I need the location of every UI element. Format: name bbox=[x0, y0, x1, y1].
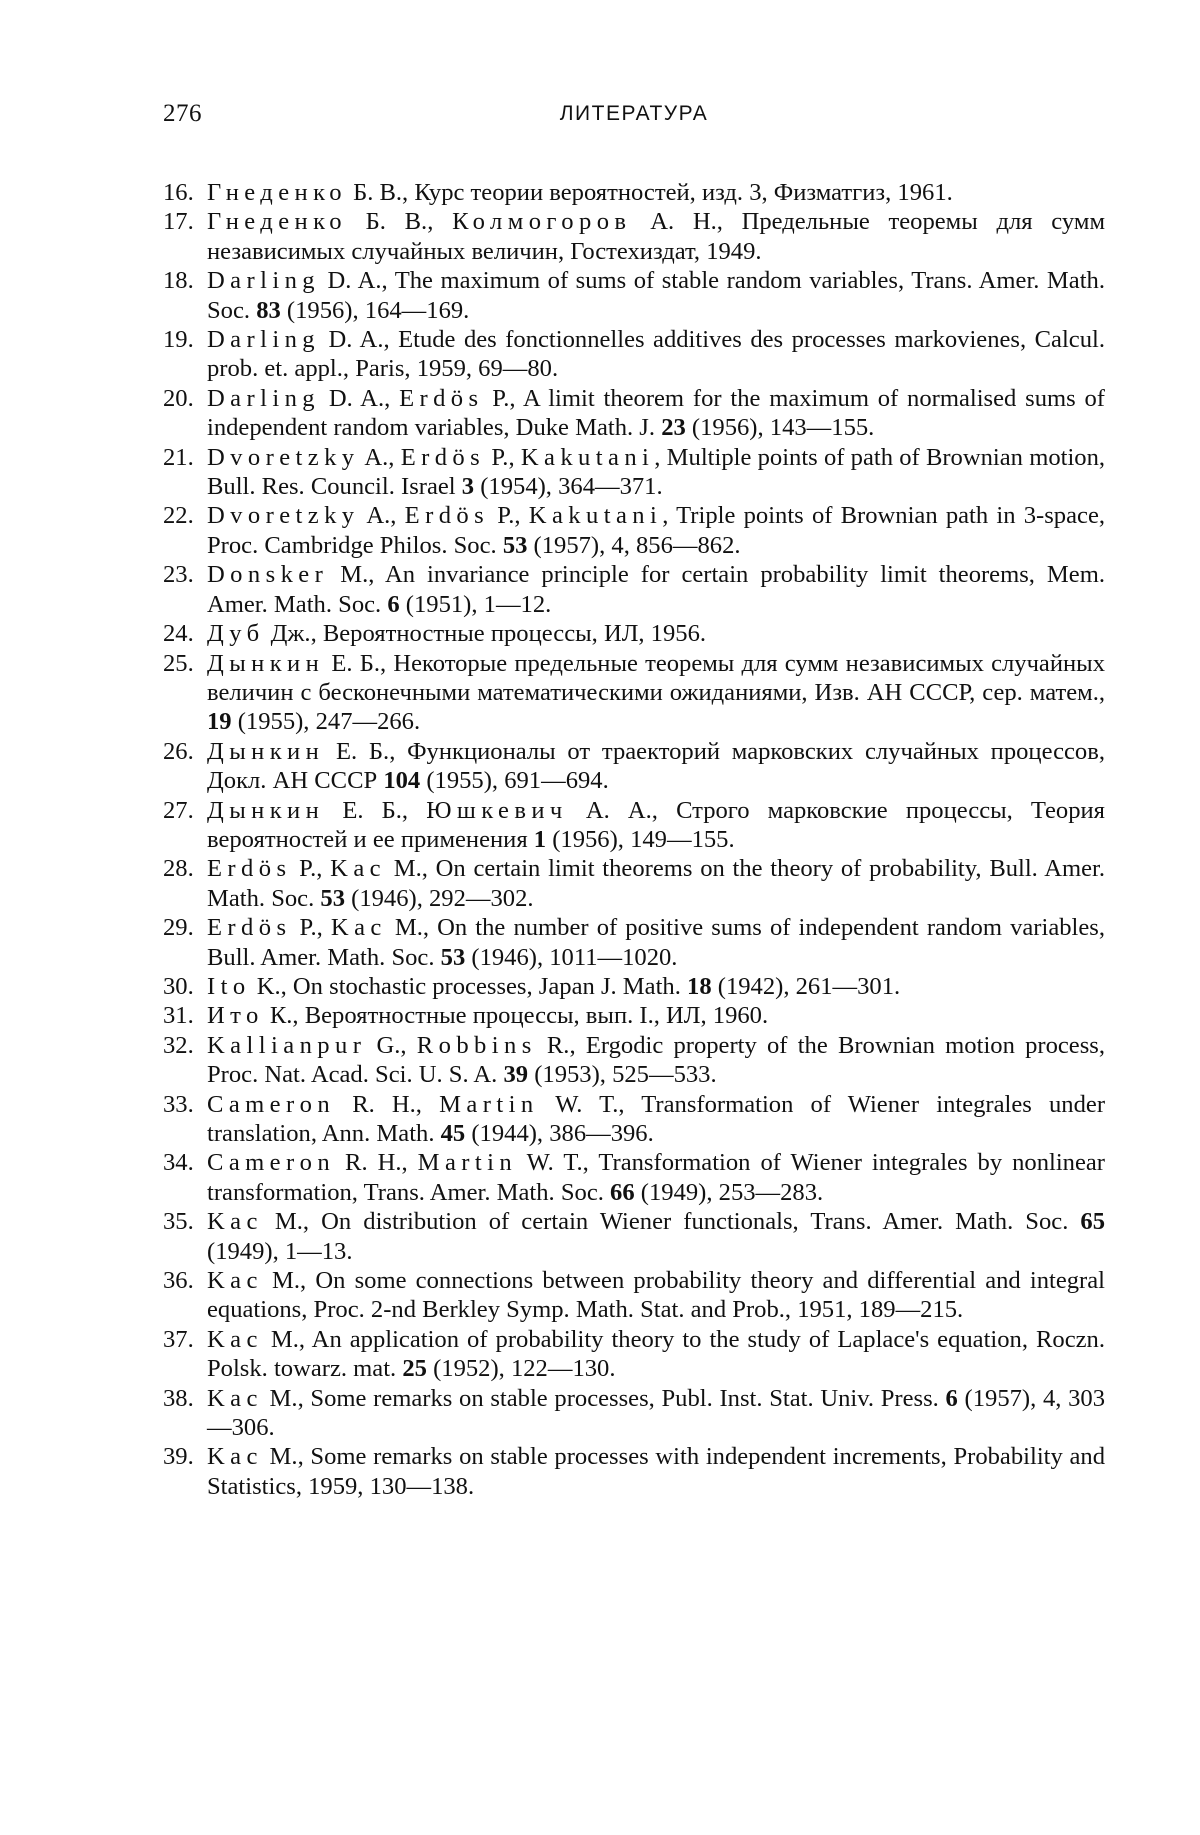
reference-number: 37. bbox=[163, 1325, 194, 1353]
volume-number: 3 bbox=[461, 473, 475, 501]
author-name: Гнеденко bbox=[207, 208, 347, 236]
reference-text: M., On the number of positive sums of independent random variables, Bull. Amer. Math. Soc. bbox=[207, 914, 1105, 971]
reference-text: M., On distribution of certain Wiener functionals, Trans. Amer. Math. Soc. bbox=[262, 1208, 1081, 1236]
reference-number: 28. bbox=[163, 855, 194, 883]
reference-text: M., On certain limit theorems on the theory of probability, Bull. Amer. Math. Soc. bbox=[207, 855, 1106, 912]
author-name: Kakutani bbox=[528, 502, 663, 530]
reference-entry bbox=[163, 178, 1105, 207]
author-name: Erdös bbox=[207, 914, 292, 942]
reference-number: 36. bbox=[163, 1267, 194, 1295]
reference-text: (1951), 1—12. bbox=[399, 590, 552, 618]
author-name: Колмогоров bbox=[452, 208, 632, 236]
reference-number: 22. bbox=[163, 502, 194, 530]
reference-text: R. H., bbox=[335, 1090, 440, 1118]
author-name: Kac bbox=[330, 855, 387, 883]
volume-number: 53 bbox=[440, 943, 466, 971]
reference-entry bbox=[163, 1442, 1105, 1501]
author-name: Erdös bbox=[399, 384, 484, 412]
volume-number: 18 bbox=[687, 972, 712, 1000]
author-name: Martin bbox=[417, 1149, 518, 1177]
reference-number: 34. bbox=[163, 1149, 194, 1177]
author-name: Robbins bbox=[416, 1031, 537, 1059]
reference-entry bbox=[163, 737, 1105, 796]
reference-entry bbox=[163, 1384, 1105, 1443]
reference-text: (1944), 386—396. bbox=[465, 1120, 654, 1147]
reference-entry bbox=[163, 1266, 1105, 1325]
reference-text: D. A., The maximum of sums of stable random variables, Trans. Amer. Math. Soc. bbox=[207, 267, 1105, 324]
volume-number: 104 bbox=[383, 767, 421, 795]
reference-text: А. Н., Предельные теоремы для сумм независимых случайных величин, Гостехиздат, 1949. bbox=[207, 208, 1106, 265]
author-name: Дынкин bbox=[207, 796, 325, 824]
author-name: Дынкин bbox=[207, 649, 325, 677]
author-name: Kac bbox=[207, 1325, 263, 1353]
reference-number: 21. bbox=[163, 443, 194, 471]
reference-entry bbox=[163, 1031, 1105, 1090]
reference-text: (1949), 253—283. bbox=[634, 1178, 824, 1206]
reference-entry bbox=[163, 1207, 1105, 1266]
author-name: Ito bbox=[207, 972, 251, 1000]
reference-text: M., On some connections between probability theory and differential and integral equations, Proc. 2-nd Berkley Symp. Math. Stat. and Prob., 1951, 189—215. bbox=[207, 1267, 1105, 1324]
author-name: Kac bbox=[207, 1208, 263, 1236]
volume-number: 53 bbox=[320, 884, 345, 912]
page-header bbox=[163, 100, 1105, 140]
reference-number: 24. bbox=[163, 620, 194, 648]
reference-text: Е. Б., Функционалы от траекторий марковских случайных процессов, Докл. АН СССР bbox=[207, 737, 1105, 795]
reference-number: 35. bbox=[163, 1208, 194, 1236]
reference-number: 16. bbox=[163, 179, 194, 206]
reference-text: D. A., bbox=[320, 384, 400, 412]
reference-text: M., An application of probability theory to the study of Laplace's equation, Roczn. Polsk. towarz. mat. bbox=[207, 1325, 1105, 1383]
author-name: Cameron bbox=[207, 1149, 336, 1177]
volume-number: 6 bbox=[945, 1384, 958, 1412]
reference-text: Б. В., Курс теории вероятностей, изд. 3, Физматгиз, 1961. bbox=[346, 179, 953, 206]
author-name: Дынкин bbox=[207, 737, 325, 765]
reference-text: P., bbox=[485, 443, 521, 471]
reference-text: R. H., bbox=[335, 1149, 418, 1177]
volume-number: 66 bbox=[610, 1178, 635, 1206]
reference-number: 26. bbox=[163, 737, 194, 765]
reference-entry bbox=[163, 913, 1105, 972]
reference-entry bbox=[163, 266, 1105, 325]
author-name: Kac bbox=[330, 914, 387, 942]
reference-text: (1955), 247—266. bbox=[231, 708, 421, 736]
volume-number: 39 bbox=[503, 1061, 529, 1089]
reference-text: G., bbox=[366, 1031, 417, 1059]
reference-text: A., bbox=[359, 502, 405, 530]
volume-number: 19 bbox=[207, 708, 232, 736]
author-name: Erdös bbox=[404, 502, 490, 530]
reference-number: 27. bbox=[163, 796, 194, 824]
reference-text: (1949), 1—13. bbox=[207, 1237, 353, 1265]
reference-number: 18. bbox=[163, 267, 194, 295]
reference-text: R., Ergodic property of the Brownian motion process, Proc. Nat. Acad. Sci. U. S. A. bbox=[207, 1031, 1105, 1089]
author-name: Darling bbox=[207, 326, 321, 354]
reference-entry bbox=[163, 1148, 1105, 1207]
author-name: Юшкевич bbox=[426, 796, 568, 824]
reference-text: (1942), 261—301. bbox=[711, 972, 901, 1000]
author-name: Ито bbox=[207, 1002, 264, 1030]
reference-text: К., Вероятностные процессы, вып. I., ИЛ, 1960. bbox=[263, 1002, 769, 1030]
reference-text: Дж., Вероятностные процессы, ИЛ, 1956. bbox=[264, 620, 707, 648]
reference-number: 32. bbox=[163, 1031, 194, 1059]
reference-text: W. T., Transformation of Wiener integrales under translation, Ann. Math. bbox=[207, 1090, 1106, 1147]
reference-entry bbox=[163, 207, 1105, 266]
volume-number: 65 bbox=[1080, 1208, 1105, 1236]
reference-entry bbox=[163, 649, 1105, 737]
volume-number: 1 bbox=[533, 825, 547, 853]
running-title: ЛИТЕРАТУРА bbox=[559, 102, 709, 125]
reference-text: M., An invariance principle for certain probability limit theorems, Mem. Amer. Math. Soc. bbox=[207, 561, 1105, 618]
author-name: Cameron bbox=[207, 1090, 336, 1118]
reference-number: 29. bbox=[163, 914, 194, 942]
reference-number: 19. bbox=[163, 326, 194, 354]
reference-number: 39. bbox=[163, 1443, 194, 1471]
reference-number: 38. bbox=[163, 1384, 194, 1412]
reference-text: (1957), 4, 856—862. bbox=[527, 531, 741, 559]
reference-number: 20. bbox=[163, 384, 194, 412]
bibliography-list bbox=[163, 178, 1105, 1501]
author-name: Dvoretzky bbox=[207, 443, 360, 471]
reference-text: P., A limit theorem for the maximum of normalised sums of independent random variables, Duke Math. J. bbox=[207, 384, 1105, 442]
volume-number: 23 bbox=[661, 414, 686, 442]
reference-text: (1952), 122—130. bbox=[426, 1355, 616, 1383]
reference-text: Б. В., bbox=[346, 208, 453, 236]
author-name: Kac bbox=[207, 1384, 263, 1412]
reference-entry bbox=[163, 501, 1105, 560]
author-name: Donsker bbox=[207, 561, 329, 589]
reference-number: 33. bbox=[163, 1090, 194, 1118]
reference-text: (1956), 164—169. bbox=[280, 296, 470, 324]
author-name: Darling bbox=[207, 384, 321, 412]
reference-text: А. А., Строго марковские процессы, Теория вероятностей и ее применения bbox=[207, 796, 1105, 853]
reference-text: (1953), 525—533. bbox=[528, 1061, 717, 1089]
author-name: Dvoretzky bbox=[207, 502, 360, 530]
reference-text: W. T., Transformation of Wiener integrales by nonlinear transformation, Trans. Amer. Math. Soc. bbox=[207, 1149, 1105, 1206]
reference-entry bbox=[163, 796, 1105, 855]
reference-number: 31. bbox=[163, 1002, 194, 1030]
reference-text: (1956), 149—155. bbox=[546, 825, 735, 853]
page-number: 276 bbox=[163, 100, 202, 127]
volume-number: 45 bbox=[440, 1120, 466, 1147]
reference-text: M., Some remarks on stable processes, Publ. Inst. Stat. Univ. Press. bbox=[262, 1384, 946, 1412]
reference-entry bbox=[163, 384, 1105, 443]
reference-entry bbox=[163, 1325, 1105, 1384]
author-name: Kac bbox=[207, 1443, 263, 1471]
author-name: Kakutani bbox=[520, 443, 655, 471]
author-name: Erdös bbox=[207, 855, 292, 883]
reference-text: A., bbox=[359, 443, 401, 471]
author-name: Martin bbox=[439, 1090, 539, 1118]
reference-entry bbox=[163, 972, 1105, 1001]
author-name: Дуб bbox=[207, 620, 265, 648]
author-name: Kac bbox=[207, 1267, 263, 1295]
reference-number: 17. bbox=[163, 208, 194, 236]
reference-text: (1946), 292—302. bbox=[345, 884, 534, 912]
volume-number: 53 bbox=[502, 531, 528, 559]
reference-text: Е. Б., bbox=[324, 796, 427, 824]
reference-text: Е. Б., Некоторые предельные теоремы для сумм независимых случайных величин с бесконечными математическими ожиданиями, Изв. АН СССР, сер. матем., bbox=[207, 649, 1105, 706]
reference-entry bbox=[163, 560, 1105, 619]
reference-entry bbox=[163, 619, 1105, 648]
reference-entry bbox=[163, 443, 1105, 502]
reference-text: K., On stochastic processes, Japan J. Math. bbox=[250, 972, 688, 1000]
reference-number: 25. bbox=[163, 649, 194, 677]
reference-text: (1956), 143—155. bbox=[685, 414, 875, 442]
reference-text: (1954), 364—371. bbox=[474, 473, 663, 501]
volume-number: 6 bbox=[387, 590, 400, 618]
reference-text: P., bbox=[489, 502, 529, 530]
reference-entry bbox=[163, 325, 1105, 384]
reference-text: (1955), 691—694. bbox=[420, 767, 609, 795]
reference-text: P., bbox=[291, 914, 331, 942]
volume-number: 25 bbox=[402, 1355, 427, 1383]
author-name: Darling bbox=[207, 267, 321, 295]
reference-text: (1957), 4, 303—306. bbox=[207, 1384, 1106, 1442]
author-name: Erdös bbox=[400, 443, 486, 471]
reference-text: P., bbox=[291, 855, 331, 883]
reference-entry bbox=[163, 1001, 1105, 1030]
reference-text: M., Some remarks on stable processes with independent increments, Probability and Statistics, 1959, 130—138. bbox=[207, 1443, 1105, 1500]
author-name: Kallianpur bbox=[207, 1031, 367, 1059]
reference-number: 30. bbox=[163, 972, 194, 1000]
reference-text: (1946), 1011—1020. bbox=[465, 943, 678, 971]
author-name: Гнеденко bbox=[207, 179, 347, 206]
reference-text: D. A., Etude des fonctionnelles additives des processes markovienes, Calcul. prob. et. appl., Paris, 1959, 69—80. bbox=[207, 326, 1105, 383]
reference-entry bbox=[163, 854, 1105, 913]
reference-text: , Multiple points of path of Brownian motion, Bull. Res. Council. Israel bbox=[207, 443, 1106, 501]
volume-number: 83 bbox=[256, 296, 281, 324]
reference-text: , Triple points of Brownian path in 3-space, Proc. Cambridge Philos. Soc. bbox=[207, 502, 1106, 559]
reference-entry bbox=[163, 1090, 1105, 1149]
reference-number: 23. bbox=[163, 561, 194, 589]
